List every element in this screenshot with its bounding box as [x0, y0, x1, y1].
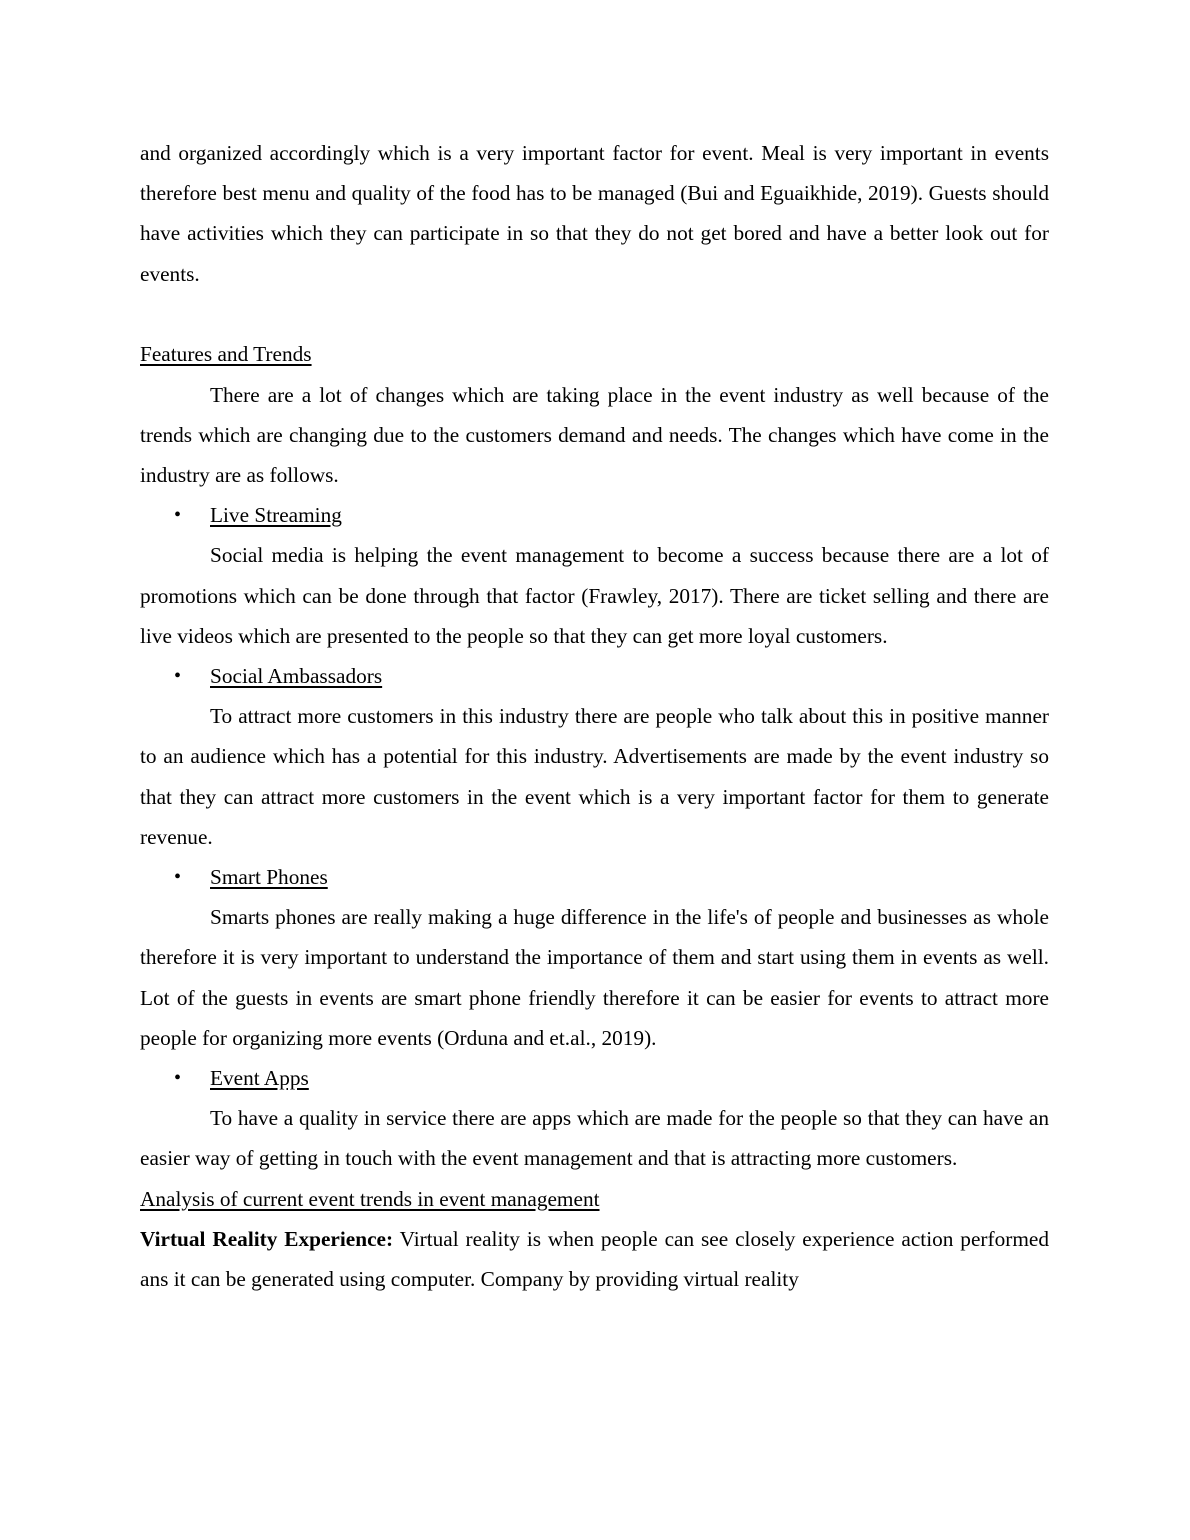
event-apps-paragraph: To have a quality in service there are apps which are made for the people so that they can have an easier way of getting in touch with the event management and that is attracting more customers. [140, 1106, 1049, 1171]
bullet-icon: • [174, 866, 182, 889]
features-heading: Features and Trends [140, 342, 312, 367]
social-ambassadors-paragraph: To attract more customers in this industry there are people who talk about this in positive manner to an audience which has a potential for this industry. Advertisements are made by the event industry so that they can attract more customers in the event which is a very important factor for them to generate revenue. [140, 704, 1049, 849]
analysis-heading: Analysis of current event trends in event management [140, 1186, 600, 1211]
document-page [140, 133, 1049, 1299]
features-intro-paragraph: There are a lot of changes which are taking place in the event industry as well because of the trends which are changing due to the customers demand and needs. The changes which have come in the industry are as follows. [140, 382, 1049, 488]
bullet-item-smart-phones [140, 857, 1049, 897]
vr-text: Virtual reality is when people can see closely experience action performed ans it can be generated using computer. Company by providing virtual reality [140, 1226, 1049, 1292]
bullet-label: Smart Phones [210, 865, 328, 890]
smart-phones-paragraph: Smarts phones are really making a huge difference in the life's of people and businesses as whole therefore it is very important to understand the importance of them and start using them in events as well. Lot of the guests in events are smart phone friendly therefore it can be easier for events to attract more people for organizing more events (Orduna and et.al., 2019). [140, 905, 1049, 1050]
bullet-icon: • [174, 1067, 182, 1090]
intro-paragraph: and organized accordingly which is a very important factor for event. Meal is very important in events therefore best menu and quality of the food has to be managed (Bui and Eguaikhide, 2019). Guests should have activities which they can participate in so that they do not get bored and have a better look out for events. [140, 141, 1049, 286]
bullet-label: Event Apps [210, 1066, 309, 1091]
vr-paragraph [140, 1219, 1049, 1299]
bullet-label: Live Streaming [210, 503, 342, 528]
bullet-icon: • [174, 665, 182, 688]
vr-title: Virtual Reality Experience: [140, 1226, 394, 1251]
bullet-icon: • [174, 504, 182, 527]
bullet-item-event-apps [140, 1058, 1049, 1098]
paragraph-spacer [140, 294, 1049, 335]
bullet-label: Social Ambassadors [210, 664, 383, 689]
bullet-item-live-streaming [140, 495, 1049, 535]
bullet-item-social-ambassadors [140, 656, 1049, 696]
live-streaming-paragraph: Social media is helping the event management to become a success because there are a lot of promotions which can be done through that factor (Frawley, 2017). There are ticket selling and there are live videos which are presented to the people so that they can get more loyal customers. [140, 543, 1049, 648]
